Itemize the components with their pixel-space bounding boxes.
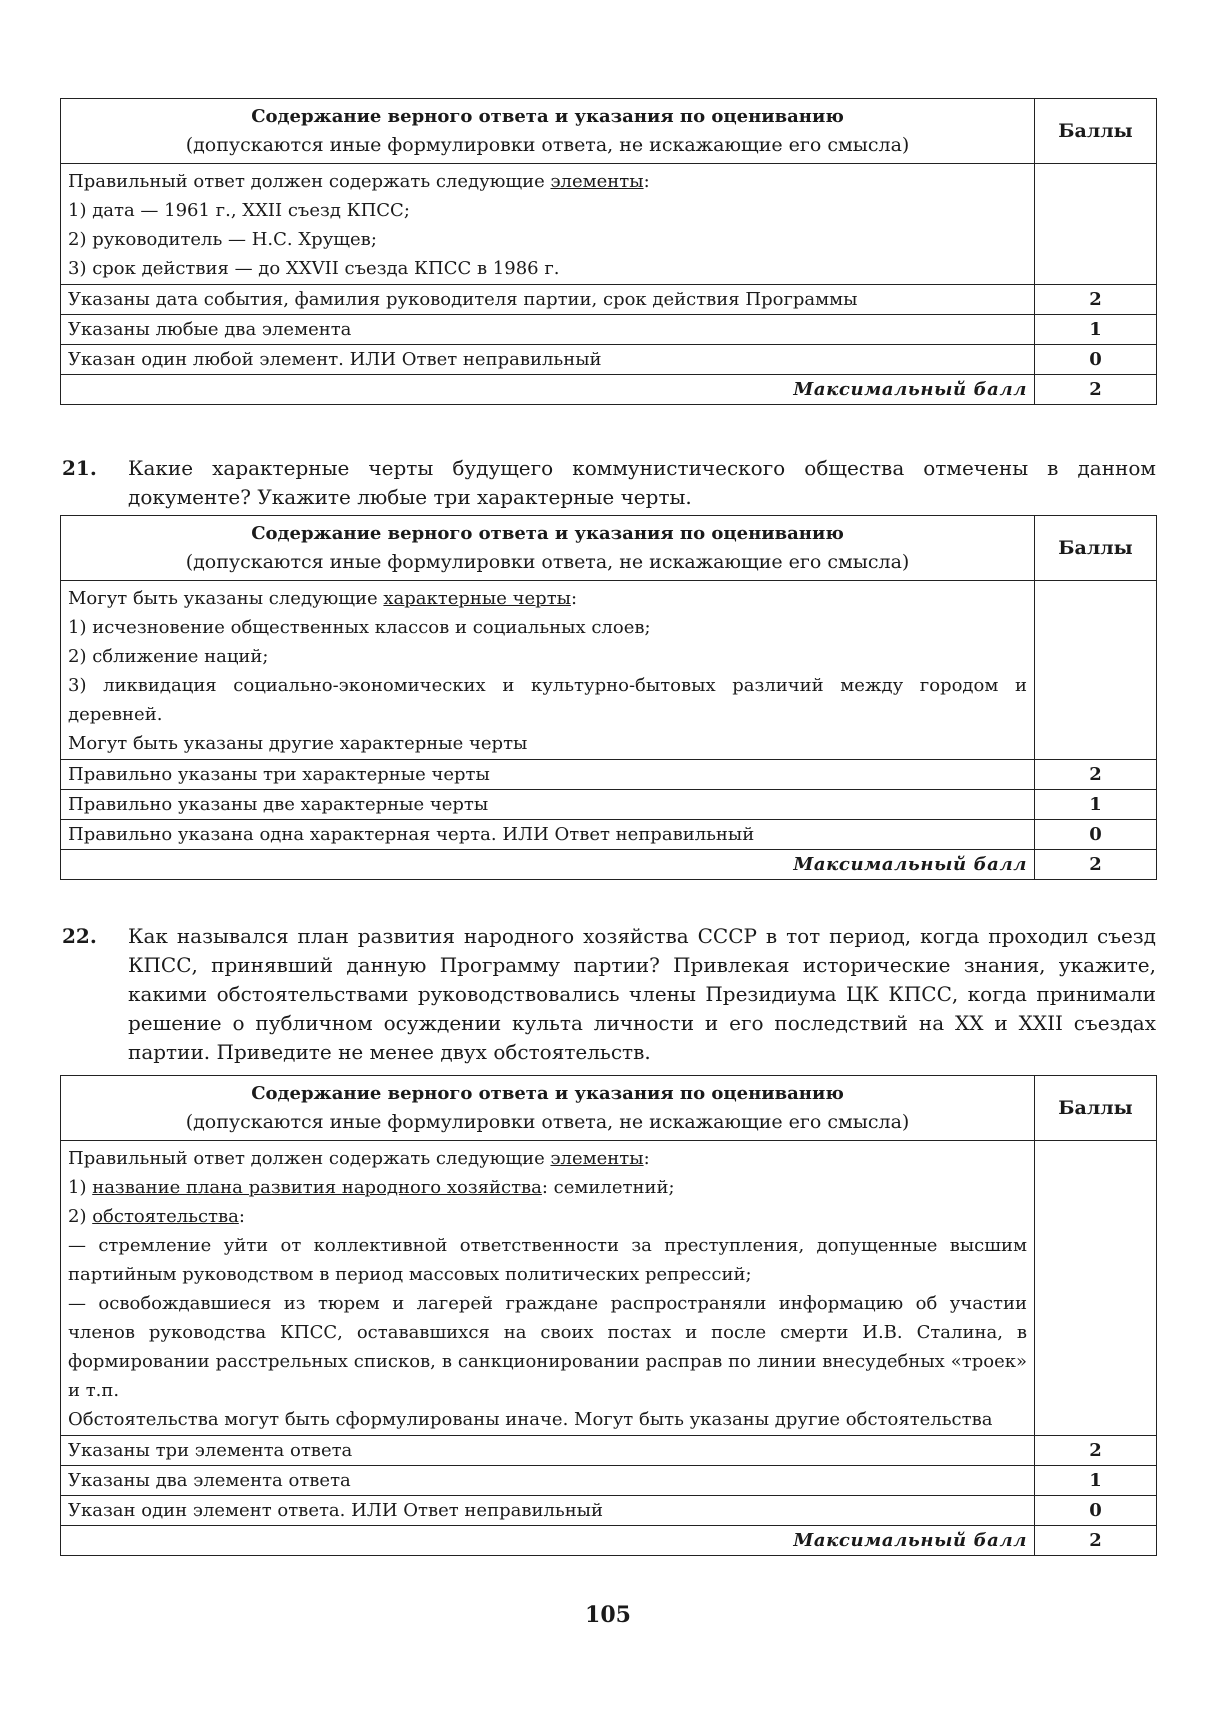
table-header-subtitle: (допускаются иные формулировки ответа, не искажающие его смысла) xyxy=(185,134,910,156)
criteria-score: 2 xyxy=(1035,1436,1157,1466)
question-21 xyxy=(60,454,1156,512)
table-header-subtitle: (допускаются иные формулировки ответа, не искажающие его смысла) xyxy=(185,1111,910,1133)
answer-note: Могут быть указаны другие характерные черты xyxy=(68,733,528,754)
grading-table-q22 xyxy=(60,1075,1157,1556)
answer-item: 1) дата — 1961 г., XXII съезд КПСС; xyxy=(68,200,410,221)
max-score-row xyxy=(61,375,1157,405)
criteria-score: 2 xyxy=(1035,285,1157,315)
max-score-value: 2 xyxy=(1035,375,1157,405)
criteria-text: Указаны дата события, фамилия руководителя партии, срок действия Программы xyxy=(61,285,1035,315)
criteria-text: Указан один любой элемент. ИЛИ Ответ неправильный xyxy=(61,345,1035,375)
criteria-score: 1 xyxy=(1035,790,1157,820)
question-number: 21. xyxy=(62,456,97,480)
criteria-score: 2 xyxy=(1035,760,1157,790)
empty-score-cell xyxy=(1035,1141,1157,1436)
criteria-text: Указаны два элемента ответа xyxy=(61,1466,1035,1496)
criteria-score: 1 xyxy=(1035,315,1157,345)
criteria-text: Правильно указаны две характерные черты xyxy=(61,790,1035,820)
answer-paragraph: — стремление уйти от коллективной ответственности за преступления, допущенные высшим партийным руководством в период массовых политических репрессий; xyxy=(68,1235,1027,1285)
criteria-row xyxy=(61,790,1157,820)
answer-content xyxy=(61,581,1035,760)
criteria-text: Указан один элемент ответа. ИЛИ Ответ неправильный xyxy=(61,1496,1035,1526)
criteria-text: Указаны три элемента ответа xyxy=(61,1436,1035,1466)
answer-paragraph: — освобождавшиеся из тюрем и лагерей граждане распространяли информацию об участии членов руководства КПСС, остававшихся на своих постах и после смерти И.В. Сталина, в формировании расстрельных списков, в санкционировании расправ по линии внесудебных «троек» и т.п. xyxy=(68,1293,1027,1401)
criteria-text: Указаны любые два элемента xyxy=(61,315,1035,345)
page-number: 105 xyxy=(585,1602,631,1628)
criteria-text: Правильно указаны три характерные черты xyxy=(61,760,1035,790)
score-column-header: Баллы xyxy=(1035,1076,1157,1141)
table-header-title: Содержание верного ответа и указания по оцениванию xyxy=(251,523,844,544)
answer-item: 1) название плана развития народного хозяйства: семилетний; xyxy=(68,1177,675,1198)
table-header xyxy=(61,99,1035,164)
grading-table-q21 xyxy=(60,515,1157,880)
table-header xyxy=(61,516,1035,581)
answer-item: 2) обстоятельства: xyxy=(68,1206,245,1227)
max-score-label: Максимальный балл xyxy=(61,375,1035,405)
grading-table-q20 xyxy=(60,98,1157,405)
max-score-value: 2 xyxy=(1035,1526,1157,1556)
max-score-row xyxy=(61,850,1157,880)
criteria-row xyxy=(61,820,1157,850)
score-column-header: Баллы xyxy=(1035,516,1157,581)
criteria-score: 0 xyxy=(1035,820,1157,850)
answer-intro: Правильный ответ должен содержать следующие элементы: xyxy=(68,171,650,192)
empty-score-cell xyxy=(1035,581,1157,760)
score-column-header: Баллы xyxy=(1035,99,1157,164)
criteria-row xyxy=(61,760,1157,790)
answer-item: 3) срок действия — до XXVII съезда КПСС в 1986 г. xyxy=(68,258,560,279)
table-header xyxy=(61,1076,1035,1141)
criteria-row xyxy=(61,285,1157,315)
answer-content xyxy=(61,1141,1035,1436)
answer-item: 2) сближение наций; xyxy=(68,646,269,667)
answer-note: Обстоятельства могут быть сформулированы иначе. Могут быть указаны другие обстоятельства xyxy=(68,1409,993,1430)
max-score-value: 2 xyxy=(1035,850,1157,880)
table-header-title: Содержание верного ответа и указания по оцениванию xyxy=(251,1083,844,1104)
max-score-row xyxy=(61,1526,1157,1556)
answer-intro: Могут быть указаны следующие характерные черты: xyxy=(68,588,578,609)
question-22 xyxy=(60,922,1156,1067)
criteria-row xyxy=(61,315,1157,345)
answer-item: 2) руководитель — Н.С. Хрущев; xyxy=(68,229,377,250)
criteria-row xyxy=(61,1496,1157,1526)
question-text: Как назывался план развития народного хозяйства СССР в тот период, когда проходил съезд КПСС, принявший данную Программу партии? Привлекая исторические знания, укажите, какими обстоятельствами руководствовались члены Президиума ЦК КПСС, когда принимали решение о публичном осуждении культа личности и его последствий на XX и XXII съездах партии. Приведите не менее двух обстоятельств. xyxy=(128,924,1156,1064)
answer-content xyxy=(61,164,1035,285)
criteria-row xyxy=(61,1466,1157,1496)
max-score-label: Максимальный балл xyxy=(61,850,1035,880)
criteria-row xyxy=(61,1436,1157,1466)
criteria-score: 0 xyxy=(1035,345,1157,375)
question-number: 22. xyxy=(62,924,97,948)
answer-item: 1) исчезновение общественных классов и социальных слоев; xyxy=(68,617,651,638)
answer-item: 3) ликвидация социально-экономических и культурно-бытовых различий между городом и деревней. xyxy=(68,675,1027,725)
empty-score-cell xyxy=(1035,164,1157,285)
criteria-row xyxy=(61,345,1157,375)
criteria-score: 0 xyxy=(1035,1496,1157,1526)
table-header-subtitle: (допускаются иные формулировки ответа, не искажающие его смысла) xyxy=(185,551,910,573)
criteria-text: Правильно указана одна характерная черта. ИЛИ Ответ неправильный xyxy=(61,820,1035,850)
table-header-title: Содержание верного ответа и указания по оцениванию xyxy=(251,106,844,127)
criteria-score: 1 xyxy=(1035,1466,1157,1496)
answer-intro: Правильный ответ должен содержать следующие элементы: xyxy=(68,1148,650,1169)
question-text: Какие характерные черты будущего коммунистического общества отмечены в данном документе? Укажите любые три характерные черты. xyxy=(128,456,1156,509)
max-score-label: Максимальный балл xyxy=(61,1526,1035,1556)
